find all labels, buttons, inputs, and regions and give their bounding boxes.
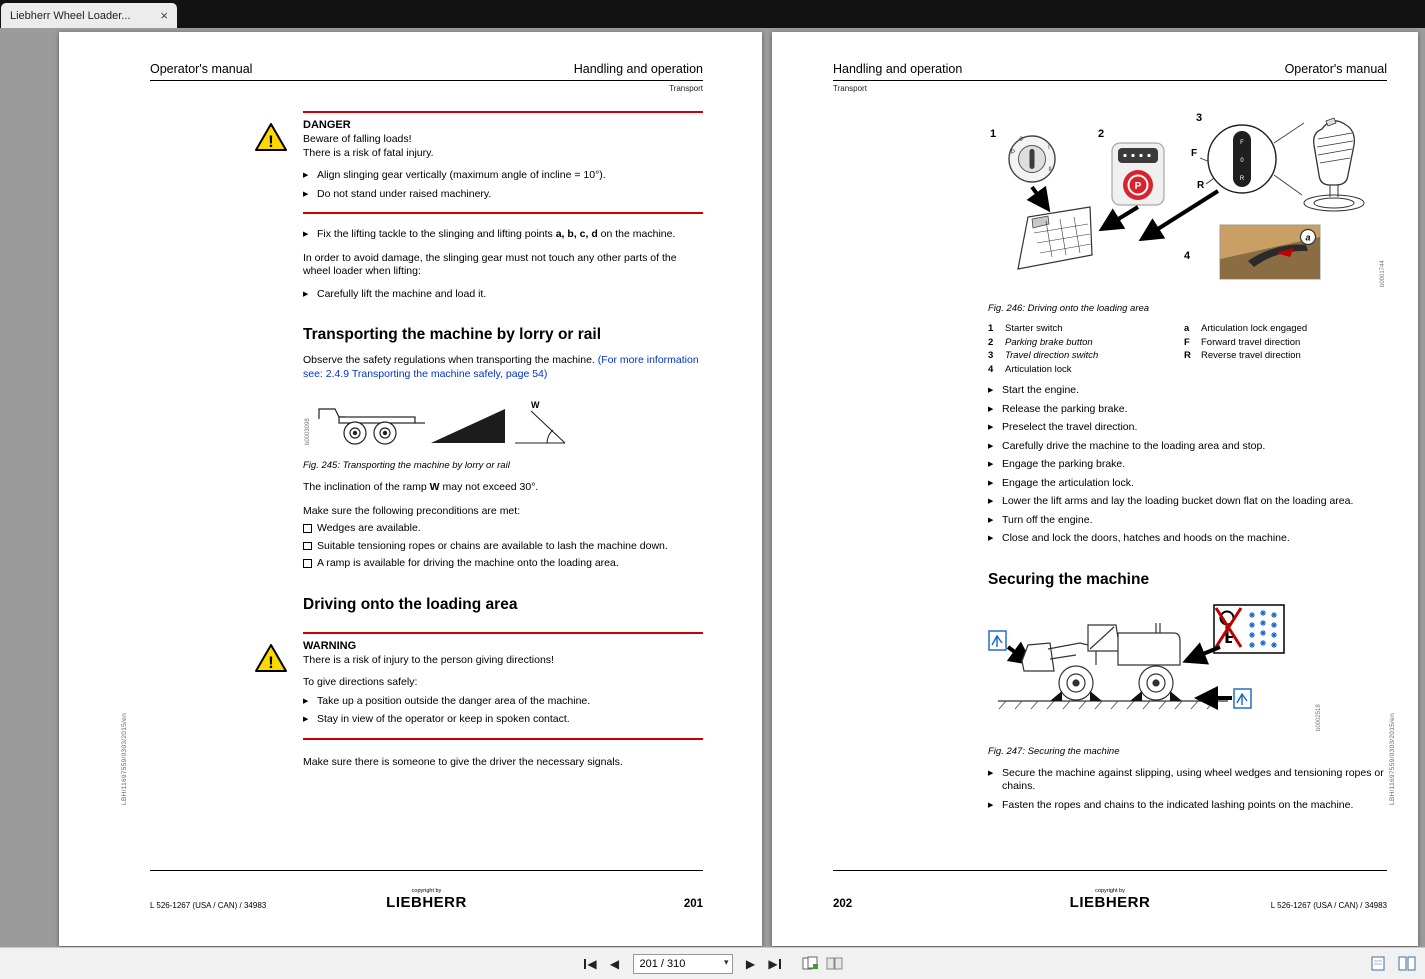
document-tab[interactable] bbox=[1, 3, 177, 28]
wheel-loader-drawing bbox=[1022, 623, 1180, 700]
tab-title: Liebherr Wheel Loader... bbox=[10, 9, 131, 22]
cross-reference-link[interactable]: (For more information see: 2.4.9 Transporting the machine safely, page 54) bbox=[303, 354, 699, 380]
svg-text:F: F bbox=[1240, 140, 1244, 146]
bullet-arrow-icon: ▶ bbox=[303, 697, 309, 705]
action-step: ▶ Engage the parking brake. bbox=[988, 458, 1126, 470]
checkbox-icon bbox=[303, 557, 317, 571]
svg-text:!: ! bbox=[268, 132, 274, 151]
securing-drawing bbox=[988, 603, 1387, 735]
forward-label: F bbox=[1191, 148, 1198, 159]
figure-code: b0002518 bbox=[1316, 703, 1322, 731]
bullet-arrow-icon: ▶ bbox=[988, 387, 994, 394]
bullet-arrow-icon: ▶ bbox=[303, 172, 309, 179]
tab-bar bbox=[0, 0, 1425, 28]
figure-247 bbox=[988, 603, 1387, 757]
footer-document-id: L 526-1267 (USA / CAN) / 34983 bbox=[150, 901, 267, 910]
callout-a: a bbox=[1305, 232, 1311, 243]
bullet-arrow-icon: ▶ bbox=[988, 442, 994, 450]
page-number-combo bbox=[633, 954, 733, 974]
action-step: ▶ Secure the machine against slipping, using wheel wedges and tensioning ropes or chains. bbox=[988, 766, 1384, 792]
header-left: Operator's manual bbox=[150, 62, 253, 76]
warning-block bbox=[268, 632, 703, 740]
checkbox-icon bbox=[303, 522, 317, 536]
action-step: ▶ Engage the articulation lock. bbox=[988, 476, 1134, 489]
figure-245 bbox=[303, 395, 703, 471]
viewer-toolbar bbox=[0, 947, 1425, 979]
svg-text:II: II bbox=[1048, 167, 1052, 173]
figure-code: b0003098 bbox=[305, 418, 311, 445]
single-page-view-icon bbox=[1370, 956, 1386, 971]
paragraph: Make sure the following preconditions are met: bbox=[303, 504, 521, 517]
paragraph: Make sure there is someone to give the driver the necessary signals. bbox=[303, 755, 623, 768]
paragraph: The inclination of the ramp W may not exceed 30°. bbox=[303, 481, 539, 493]
warning-line: There is a risk of injury to the person giving directions! bbox=[303, 653, 554, 666]
page-number: 202 bbox=[833, 898, 853, 910]
warning-triangle-icon bbox=[254, 122, 288, 157]
page-header bbox=[833, 62, 1387, 81]
last-page-button[interactable]: ▶ bbox=[763, 953, 787, 975]
single-page-view-button[interactable] bbox=[1366, 952, 1390, 974]
page-201 bbox=[59, 32, 762, 946]
figure-246 bbox=[988, 107, 1387, 314]
articulation-lock-drawing bbox=[1220, 225, 1320, 279]
callout-2: 2 bbox=[1098, 128, 1105, 140]
action-step: ▶ Turn off the engine. bbox=[988, 513, 1093, 526]
travel-direction-switch-drawing bbox=[1191, 123, 1304, 195]
bullet-arrow-icon: ▶ bbox=[988, 479, 994, 487]
ramp-angle-label: W bbox=[531, 400, 540, 410]
first-page-button[interactable]: ◀ bbox=[579, 953, 603, 975]
facing-pages-icon bbox=[802, 956, 819, 971]
checkbox-icon bbox=[303, 540, 317, 554]
page-number: 201 bbox=[683, 898, 703, 910]
warning-title: WARNING bbox=[303, 639, 357, 652]
facing-view-button[interactable] bbox=[1395, 952, 1419, 974]
warning-triangle-icon bbox=[254, 643, 288, 678]
svg-text:!: ! bbox=[268, 652, 274, 672]
section-title: Securing the machine bbox=[988, 570, 1150, 588]
previous-page-icon: ◀ bbox=[609, 956, 620, 971]
callout-1: 1 bbox=[990, 128, 997, 140]
bullet-arrow-icon: ▶ bbox=[303, 190, 309, 198]
bullet-arrow-icon: ▶ bbox=[988, 769, 994, 777]
danger-line: Beware of falling loads! bbox=[303, 133, 412, 145]
legend-item: 3 Travel direction switch bbox=[988, 350, 1099, 361]
bullet-arrow-icon: ▶ bbox=[988, 516, 994, 524]
precondition-item: Wedges are available. bbox=[303, 522, 703, 536]
action-step: ▶ Carefully lift the machine and load it. bbox=[303, 287, 487, 300]
section-title: Transporting the machine by lorry or rail bbox=[303, 326, 602, 343]
svg-text:0: 0 bbox=[1240, 158, 1244, 164]
header-breadcrumb: Transport bbox=[669, 84, 703, 93]
joystick-drawing bbox=[1304, 118, 1364, 211]
header-right: Handling and operation bbox=[573, 62, 703, 76]
legend-item: 1 Starter switch bbox=[988, 323, 1063, 334]
console-drawing bbox=[1018, 207, 1092, 269]
key-removal-pictogram bbox=[1214, 605, 1284, 653]
svg-text:0: 0 bbox=[1019, 137, 1023, 143]
precondition-item: Suitable tensioning ropes or chains are available to lash the machine down. bbox=[303, 540, 703, 554]
facing-view-icon bbox=[1398, 956, 1416, 971]
callout-3: 3 bbox=[1196, 112, 1203, 124]
first-page-icon bbox=[584, 959, 586, 969]
book-view-icon bbox=[826, 956, 843, 971]
callout-4: 4 bbox=[1184, 250, 1191, 262]
bullet-arrow-icon: ▶ bbox=[303, 290, 309, 298]
warning-line: To give directions safely: bbox=[303, 676, 418, 688]
next-page-button[interactable] bbox=[739, 953, 763, 975]
danger-line: There is a risk of fatal injury. bbox=[303, 146, 434, 159]
action-step: ▶ Lower the lift arms and lay the loading bucket down flat on the loading area. bbox=[988, 495, 1354, 507]
footer-document-id: L 526-1267 (USA / CAN) / 34983 bbox=[1270, 901, 1387, 910]
bullet-arrow-icon: ▶ bbox=[303, 716, 309, 723]
controls-drawing bbox=[988, 107, 1387, 292]
section-title: Driving onto the loading area bbox=[303, 595, 518, 613]
warning-item: ▶ Take up a position outside the danger area of the machine. bbox=[303, 694, 591, 707]
svg-text:I: I bbox=[1048, 145, 1050, 151]
legend-item: 2 Parking brake button bbox=[988, 336, 1093, 348]
page-footer bbox=[150, 870, 703, 910]
brake-p-label: P bbox=[1134, 181, 1142, 192]
figure-caption: Fig. 245: Transporting the machine by lorry or rail bbox=[303, 460, 510, 471]
last-page-icon bbox=[779, 959, 781, 969]
reverse-label: R bbox=[1197, 180, 1205, 191]
bullet-arrow-icon: ▶ bbox=[988, 424, 994, 431]
header-breadcrumb: Transport bbox=[833, 84, 867, 93]
margin-code: LBH/11697559/0303/2015/en bbox=[1389, 713, 1396, 805]
svg-text:R: R bbox=[1239, 176, 1245, 182]
facing-pages-button[interactable] bbox=[799, 953, 823, 975]
page-header bbox=[150, 62, 703, 81]
figure-code: b0001744 bbox=[1380, 260, 1386, 287]
bullet-arrow-icon: ▶ bbox=[988, 498, 994, 505]
bullet-arrow-icon: ▶ bbox=[988, 461, 994, 468]
lorry-ramp-drawing bbox=[303, 395, 703, 449]
danger-item: ▶ Align slinging gear vertically (maximum angle of incline = 10°). bbox=[303, 169, 606, 181]
liebherr-logo: copyright by LIEBHERR bbox=[386, 887, 467, 911]
previous-page-button[interactable] bbox=[603, 953, 627, 975]
bullet-arrow-icon: ▶ bbox=[988, 405, 994, 413]
bullet-arrow-icon: ▶ bbox=[303, 231, 309, 238]
figure-caption: Fig. 247: Securing the machine bbox=[988, 745, 1120, 757]
paragraph: In order to avoid damage, the slinging gear must not touch any other parts of the wheel loader when lifting: bbox=[303, 251, 677, 277]
tab-close-icon[interactable]: × bbox=[160, 8, 168, 23]
paragraph: Observe the safety regulations when transporting the machine. (For more information see: 2.4.9 Transporting the machine safely, page 54) bbox=[303, 354, 699, 380]
legend-item: a Articulation lock engaged bbox=[1184, 323, 1308, 334]
warning-item: ▶ Stay in view of the operator or keep in spoken contact. bbox=[303, 713, 570, 725]
tensioning-pictogram-left bbox=[989, 631, 1006, 650]
action-step: ▶ Preselect the travel direction. bbox=[988, 421, 1138, 433]
figure-legend bbox=[988, 322, 1387, 376]
header-left: Handling and operation bbox=[833, 62, 963, 76]
combo-arrow-icon: ▾ bbox=[723, 956, 729, 967]
page-footer bbox=[833, 870, 1387, 910]
document-canvas bbox=[0, 28, 1425, 947]
legend-item: R Reverse travel direction bbox=[1184, 350, 1301, 361]
danger-item: ▶ Do not stand under raised machinery. bbox=[303, 187, 492, 200]
action-step: ▶ Fasten the ropes and chains to the indicated lashing points on the machine. bbox=[988, 798, 1354, 811]
page-202 bbox=[772, 32, 1418, 946]
bullet-arrow-icon: ▶ bbox=[988, 535, 994, 542]
danger-block bbox=[268, 111, 703, 214]
book-view-button[interactable] bbox=[823, 953, 847, 975]
margin-code: LBH/11697559/0303/2015/en bbox=[121, 713, 128, 805]
parking-brake-button-drawing bbox=[1112, 143, 1164, 205]
liebherr-logo: copyright by LIEBHERR bbox=[1069, 887, 1151, 911]
page-number-input[interactable] bbox=[633, 954, 733, 974]
tensioning-pictogram-right bbox=[1234, 689, 1251, 708]
next-page-icon: ▶ bbox=[745, 956, 756, 971]
starter-switch-drawing bbox=[1009, 136, 1055, 182]
action-step: ▶ Release the parking brake. bbox=[988, 402, 1128, 415]
figure-caption: Fig. 246: Driving onto the loading area bbox=[988, 303, 1150, 314]
action-step: ▶ Start the engine. bbox=[988, 384, 1080, 396]
danger-title: DANGER bbox=[303, 119, 351, 131]
bullet-arrow-icon: ▶ bbox=[988, 801, 994, 809]
legend-item: 4 Articulation lock bbox=[988, 363, 1072, 375]
precondition-item: A ramp is available for driving the machine onto the loading area. bbox=[303, 557, 703, 571]
header-right: Operator's manual bbox=[1284, 62, 1387, 76]
action-step: ▶ Carefully drive the machine to the loading area and stop. bbox=[988, 439, 1266, 452]
action-step: ▶ Close and lock the doors, hatches and hoods on the machine. bbox=[988, 532, 1290, 544]
legend-item: F Forward travel direction bbox=[1184, 336, 1301, 348]
action-step: ▶ Fix the lifting tackle to the slinging and lifting points a, b, c, d on the machine. bbox=[303, 228, 676, 240]
svg-text:P: P bbox=[1010, 150, 1016, 156]
